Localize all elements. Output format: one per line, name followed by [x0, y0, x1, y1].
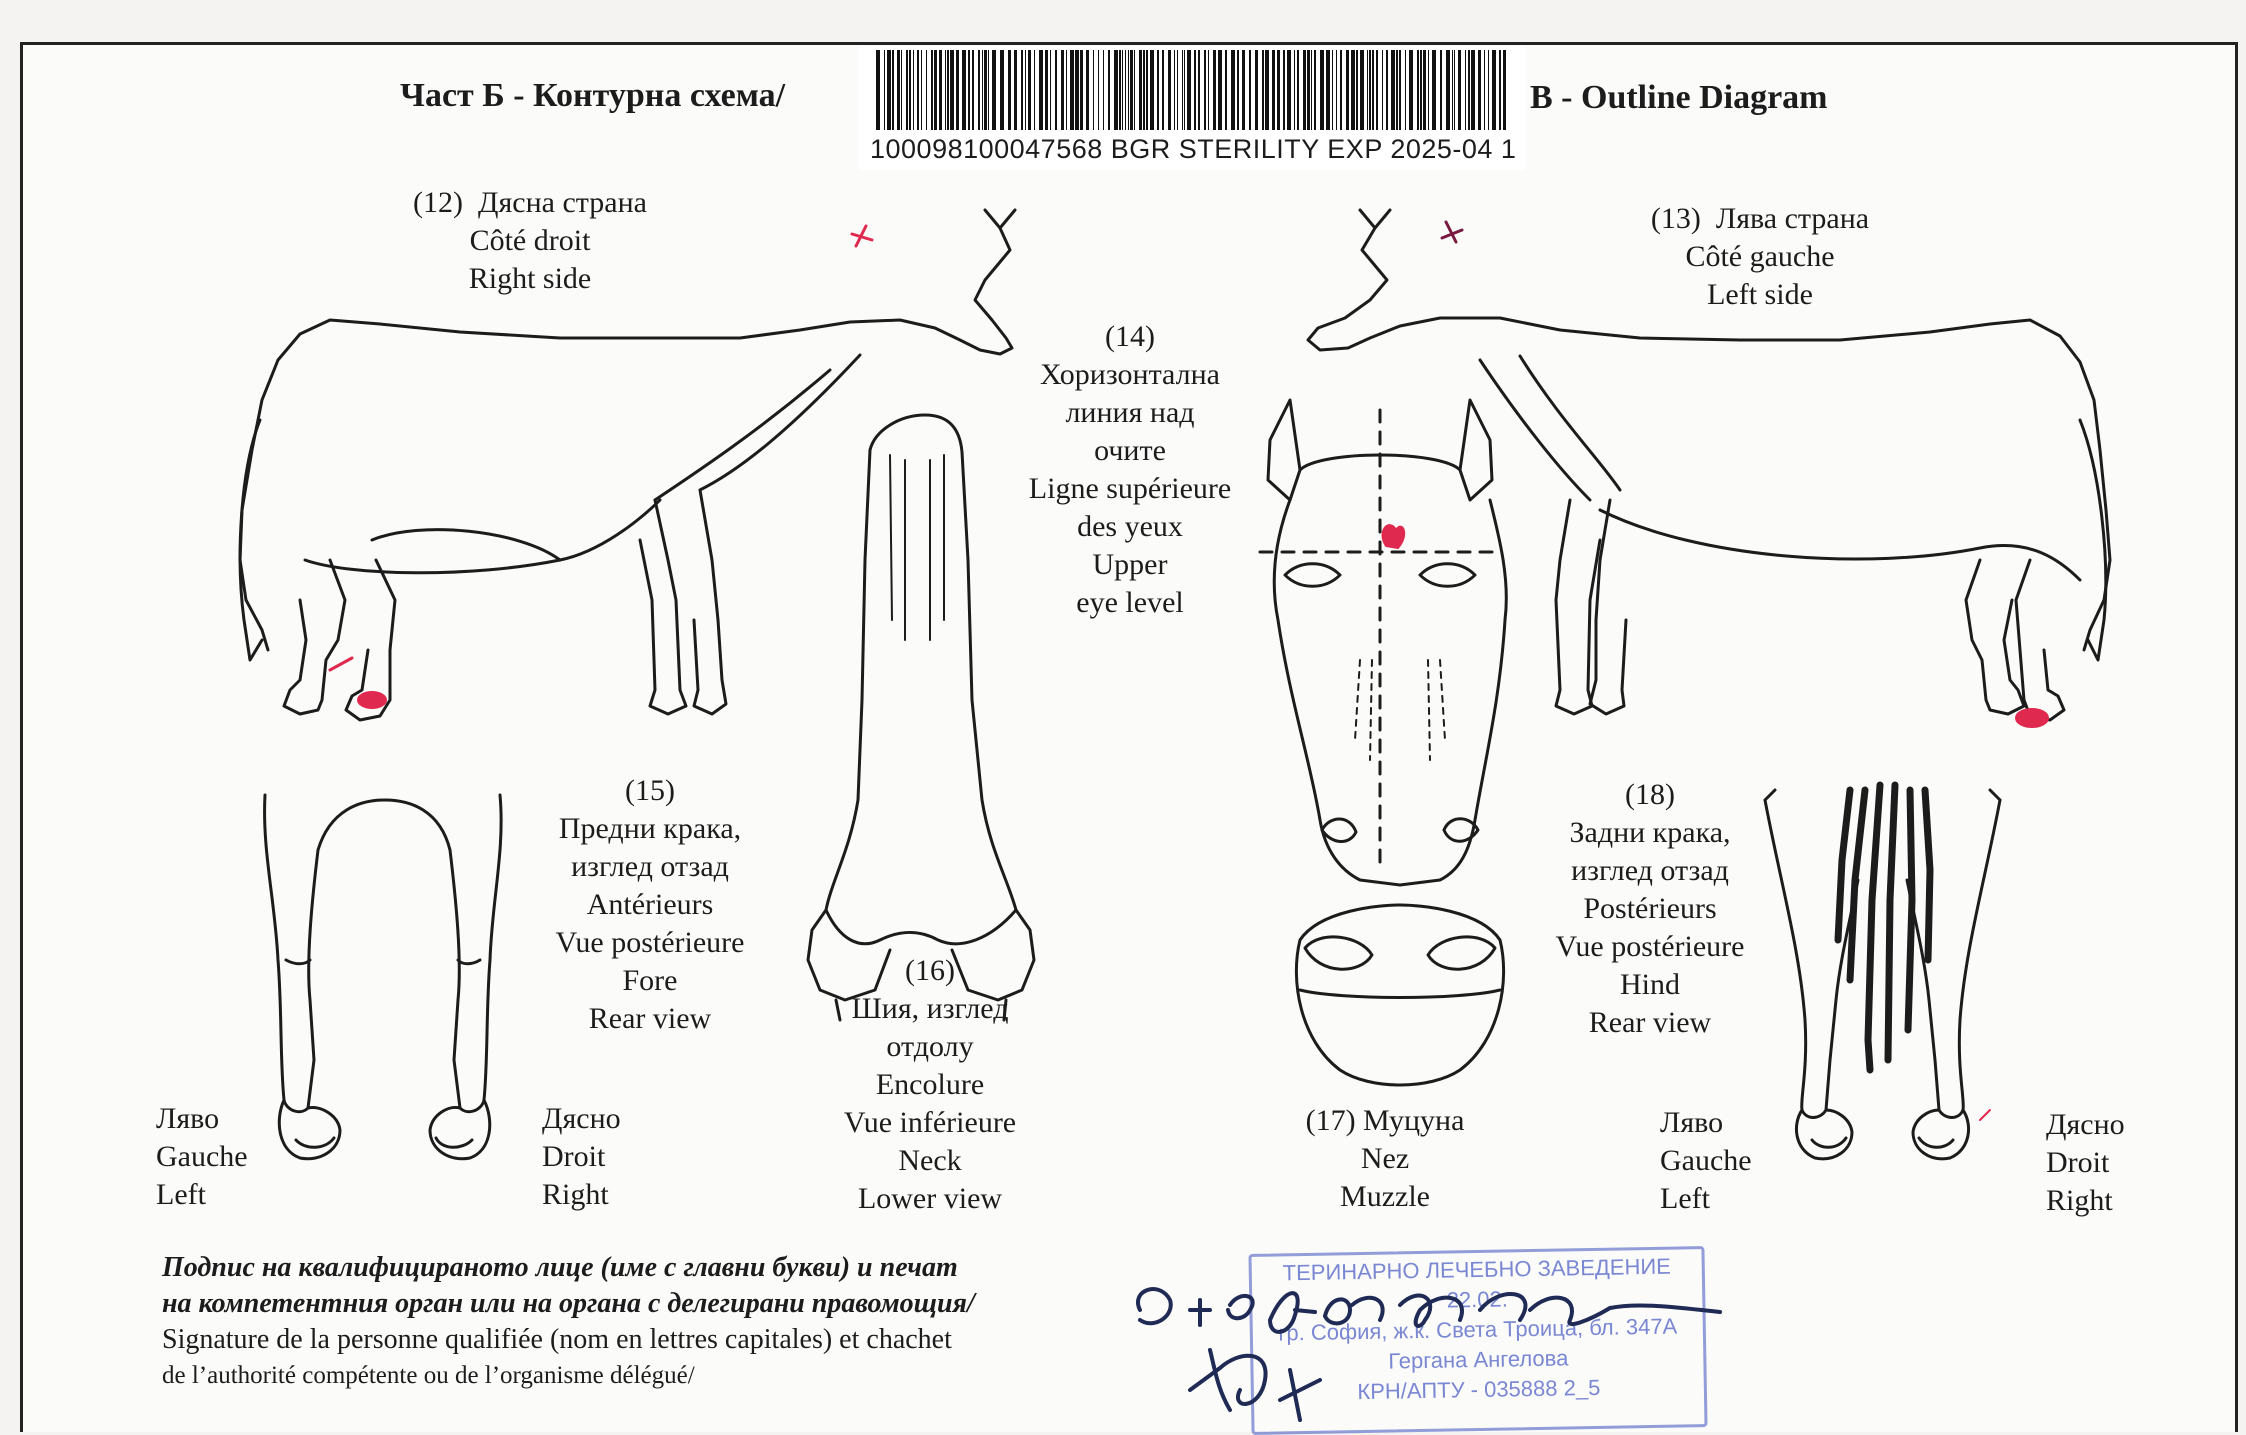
- left-side-bg: Лява страна: [1715, 202, 1870, 235]
- stamp-line-5: КРН/АПТУ - 035888 2_5: [1357, 1374, 1601, 1405]
- muzzle-en: Muzzle: [1340, 1180, 1430, 1213]
- fore-bg2: изглед отзад: [571, 850, 729, 883]
- footer-line-1: Подпис на квалифицираното лице (име с главни букви) и печат: [162, 1252, 958, 1283]
- fore-en2: Rear view: [588, 1002, 712, 1035]
- label-left-side: [1610, 200, 1910, 314]
- hind-right-fr: Droit: [2046, 1146, 2110, 1179]
- neck-num: (16): [905, 954, 955, 987]
- heading-en: B - Outline Diagram: [1530, 79, 1828, 116]
- hind-en1: Hind: [1620, 968, 1680, 1001]
- fore-en1: Fore: [622, 964, 678, 997]
- right-side-en: Right side: [468, 262, 592, 295]
- fore-num: (15): [625, 774, 675, 807]
- hind-num: (18): [1625, 778, 1675, 811]
- hind-left-bg: Ляво: [1660, 1106, 1724, 1139]
- footer-line-4: de l’authorité compétente ou de l’organisme délégué/: [162, 1362, 695, 1389]
- fore-left-bg: Ляво: [156, 1102, 220, 1135]
- hind-right-bg: Дясно: [2046, 1108, 2125, 1141]
- eye-line-bg3: очите: [1094, 434, 1166, 467]
- footer-line-3: Signature de la personne qualifiée (nom en lettres capitales) et chachet: [162, 1324, 952, 1355]
- muzzle-fr: Nez: [1360, 1142, 1410, 1175]
- stamp-line-1: ТЕРИНАРНО ЛЕЧЕБНО ЗАВЕДЕНИЕ: [1282, 1253, 1672, 1286]
- neck-fr2: Vue inférieure: [843, 1106, 1017, 1139]
- signature-caption: [162, 1250, 1122, 1394]
- hind-fr1: Postérieurs: [1583, 892, 1717, 925]
- neck-en1: Neck: [898, 1144, 962, 1177]
- hind-en2: Rear view: [1588, 1006, 1712, 1039]
- eye-line-fr1: Ligne supérieure: [1028, 472, 1232, 505]
- stamp-line-2: 22.02.: [1446, 1286, 1509, 1313]
- right-side-fr: Côté droit: [469, 224, 591, 257]
- label-hind: [1520, 776, 1780, 1042]
- barcode-text: 100098100047568 BGR STERILITY EXP 2025-04 1: [870, 134, 1517, 164]
- fore-fr1: Antérieurs: [586, 888, 714, 921]
- neck-en2: Lower view: [857, 1182, 1003, 1215]
- hind-left-en: Left: [1660, 1182, 1710, 1215]
- heading-bg: Част Б - Контурна схема/: [400, 77, 786, 114]
- left-side-num: (13): [1650, 202, 1701, 235]
- stamp-line-3: гр. София, ж.к. Света Троица, бл. 347А: [1278, 1313, 1678, 1346]
- label-muzzle: [1255, 1102, 1515, 1216]
- fore-bg1: Предни крака,: [558, 812, 742, 845]
- eye-line-en1: Upper: [1092, 548, 1168, 581]
- fore-right-fr: Droit: [542, 1140, 606, 1173]
- neck-fr1: Encolure: [875, 1068, 985, 1101]
- left-side-fr: Côté gauche: [1685, 240, 1835, 273]
- fore-legs-rear-view: [265, 795, 502, 1159]
- right-side-bg: Дясна страна: [478, 186, 647, 219]
- label-right-side: [380, 184, 680, 298]
- handwritten-signature: [1120, 1250, 1760, 1430]
- fore-fr2: Vue postérieure: [555, 926, 745, 959]
- fore-left-label: [156, 1100, 248, 1214]
- fore-left-en: Left: [156, 1178, 206, 1211]
- eye-line-bg1: Хоризонтална: [1040, 358, 1220, 391]
- right-side-num: (12): [413, 186, 464, 219]
- hind-bg1: Задни крака,: [1569, 816, 1731, 849]
- neck-bg2: отдолу: [886, 1030, 974, 1063]
- hind-fr2: Vue postérieure: [1555, 930, 1745, 963]
- hind-bg2: изглед отзад: [1571, 854, 1729, 887]
- fore-right-bg: Дясно: [542, 1102, 621, 1135]
- fore-right-label: [542, 1100, 621, 1214]
- hind-right-en: Right: [2046, 1184, 2113, 1217]
- footer-line-2: на компетентния орган или на органа с делегирани правомощия/: [162, 1288, 975, 1319]
- muzzle-num-bg: (17) Муцуна: [1305, 1104, 1465, 1137]
- eye-line-fr2: des yeux: [1077, 510, 1183, 543]
- hind-legs-rear-view: [1765, 785, 2000, 1159]
- hind-left-fr: Gauche: [1660, 1144, 1752, 1177]
- eye-line-bg2: линия над: [1065, 396, 1195, 429]
- hind-right-label: [2046, 1106, 2125, 1220]
- fore-right-en: Right: [542, 1178, 609, 1211]
- fore-left-fr: Gauche: [156, 1140, 248, 1173]
- stamp-line-4: Гергана Ангелова: [1388, 1345, 1569, 1374]
- label-neck: [800, 952, 1060, 1218]
- hind-left-label: [1660, 1104, 1752, 1218]
- neck-bg1: Шия, изглед: [851, 992, 1009, 1025]
- head-front-view: [1260, 400, 1506, 1085]
- eye-line-num: (14): [1105, 320, 1155, 353]
- label-fore: [520, 772, 780, 1038]
- left-side-en: Left side: [1707, 278, 1813, 311]
- label-eye-line: [980, 318, 1280, 622]
- eye-line-en2: eye level: [1076, 586, 1184, 619]
